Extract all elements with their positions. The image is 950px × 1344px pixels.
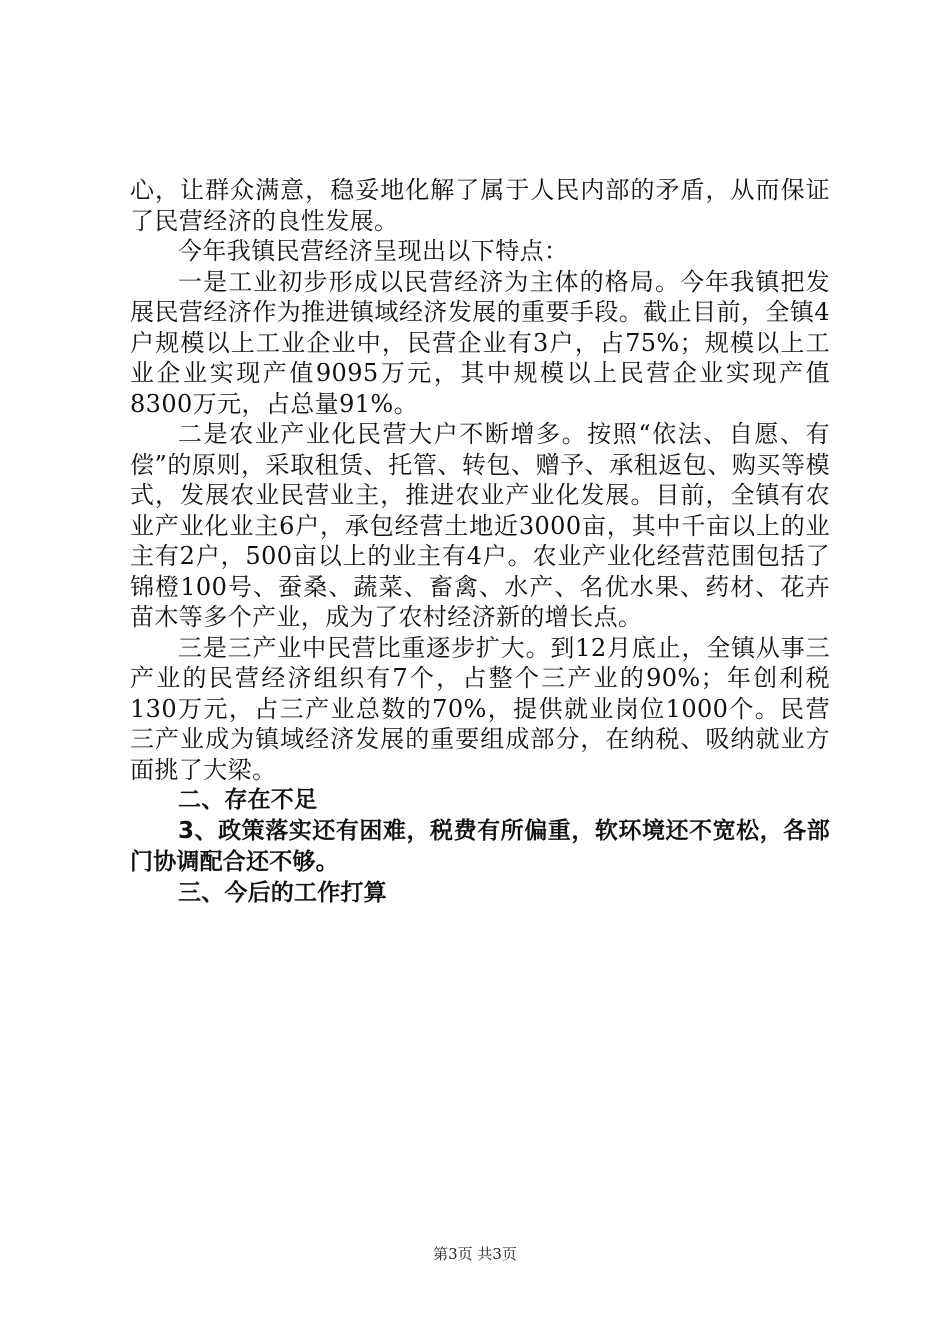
section-heading-shortcomings: 二、存在不足 [178, 787, 318, 813]
paragraph-industry: 一是工业初步形成以民营经济为主体的格局。今年我镇把发展民营经济作为推进镇域经济发展的重要手段。截止目前，全镇4户规模以上工业企业中，民营企业有3户，占75%；规模以上工业企业实现产值9095万元，其中规模以上民营企业实现产值8300万元，占总量91%。 [130, 267, 830, 418]
paragraph-tertiary: 三是三产业中民营比重逐步扩大。到12月底止，全镇从事三产业的民营经济组织有7个，占整个三产业的90%；年创利税130万元，占三产业总数的70%，提供就业岗位1000个。民营三产业成为镇域经济发展的重要组成部分，在纳税、吸纳就业方面挑了大梁。 [130, 633, 830, 784]
paragraph-continuation: 心，让群众满意，稳妥地化解了属于人民内部的矛盾，从而保证了民营经济的良性发展。 [130, 176, 830, 235]
paragraph-agriculture: 二是农业产业化民营大户不断增多。按照“依法、自愿、有偿”的原则，采取租赁、托管、转包、赠予、承租返包、购买等模式，发展农业民营业主，推进农业产业化发展。目前，全镇有农业产业化业主6户，承包经营土地近3000亩，其中千亩以上的业主有2户，500亩以上的业主有4户。农业产业化经营范围包括了锦橙100号、蚕桑、蔬菜、畜禽、水产、名优水果、药材、花卉苗木等多个产业，成为了农村经济新的增长点。 [130, 420, 830, 631]
section-heading-future-plans: 三、今后的工作打算 [178, 880, 387, 906]
document-body [130, 175, 830, 909]
paragraph-shortcomings: 3、政策落实还有困难，税费有所偏重，软环境还不宽松，各部门协调配合还不够。 [130, 818, 830, 875]
page-number-footer: 第3页 共3页 [433, 1245, 517, 1263]
paragraph-intro: 今年我镇民营经济呈现出以下特点： [178, 237, 569, 265]
